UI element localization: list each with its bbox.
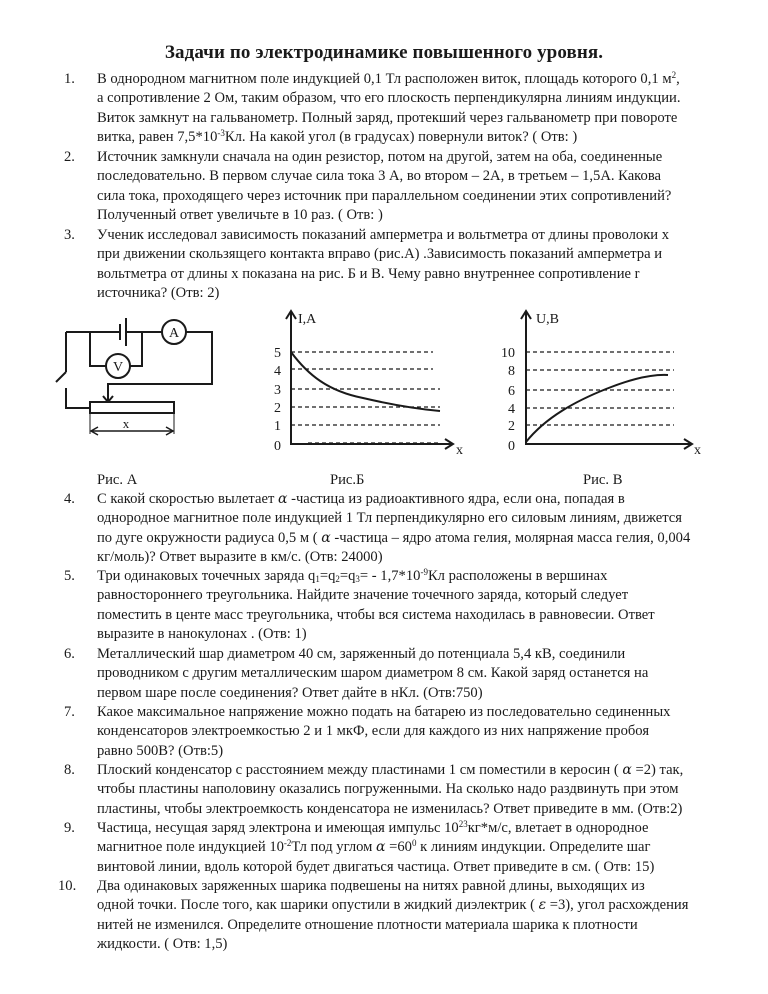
problem-line: однородное магнитное поле индукцией 1 Тл перпендикулярно его силовым линиям, движется xyxy=(97,510,682,527)
problem-line: В однородном магнитном поле индукцией 0,1 Тл расположен виток, площадь которого 0,1 $м^2$, xyxy=(97,70,680,87)
problem-line: одной точки. После того, как шарики опустили в жидкий диэлектрик ( ε =3), угол расхождения xyxy=(97,897,689,914)
problem-6 xyxy=(64,645,734,703)
problem-line: равностороннего треугольника. Найдите значение точечного заряда, который следует xyxy=(97,587,629,604)
problem-7 xyxy=(64,703,734,761)
y-tick: 0 xyxy=(508,439,515,454)
problem-4 xyxy=(64,490,734,567)
page-title: Задачи по электродинамике повышенного уровня. xyxy=(164,42,604,63)
problem-line: конденсаторов электроемкостью 2 и 1 мкФ, если для каждого из них напряжение пробоя xyxy=(97,723,650,740)
problem-line: пластины, чтобы электроемкость конденсатора не изменилась? Ответ приведите в мм. (Отв:2) xyxy=(97,800,683,817)
problem-10 xyxy=(58,877,734,954)
problem-line: Виток замкнут на гальванометр. Полный заряд, протекший через гальванометр при повороте xyxy=(97,109,678,126)
problem-8 xyxy=(64,761,734,819)
problem-line: выразите в нанокулонах . (Отв: 1) xyxy=(97,625,307,642)
voltmeter-label: V xyxy=(112,360,124,375)
problem-number: 10. xyxy=(58,878,77,894)
problem-line: источника? (Отв: 2) xyxy=(97,284,220,301)
figure-caption-b: Рис.Б xyxy=(330,472,365,488)
problem-line: равно 500В? (Отв:5) xyxy=(97,742,224,759)
y-tick: 10 xyxy=(501,346,515,361)
problem-line: при движении скользящего контакта вправо (рис.А) .Зависимость показаний амперметра и xyxy=(97,246,663,263)
problem-line: жидкости. ( Отв: 1,5) xyxy=(97,935,228,952)
alpha-symbol: α xyxy=(277,491,288,507)
problem-line: а сопротивление 2 Ом, таким образом, что его плоскость перпендикулярна линиям индукции. xyxy=(97,90,681,107)
problem-number: 9. xyxy=(64,820,75,836)
problem-line: сила тока, проходящего через источник при параллельном соединении этих сопротивлений? xyxy=(97,187,672,204)
y-tick: 3 xyxy=(274,383,281,398)
problem-line: Металлический шар диаметром 40 см, заряженный до потенциала 5,4 кВ, соединили xyxy=(97,646,626,662)
problem-2 xyxy=(64,148,734,225)
problem-number: 1. xyxy=(64,71,75,87)
problem-line: поместить в центе масс треугольника, чтобы вся система находилась в равновесии. Ответ xyxy=(97,606,655,623)
problem-1 xyxy=(64,70,734,147)
alpha-symbol: α xyxy=(622,762,632,778)
y-tick: 2 xyxy=(508,419,515,434)
problem-line: первом шаре после соединения? Ответ дайте в нКл. (Отв:750) xyxy=(97,684,483,701)
y-tick: 1 xyxy=(274,419,281,434)
problem-line: Частица, несущая заряд электрона и имеющая импульс $10^{23}кг*м/с$, влетает в однородное xyxy=(97,819,649,836)
problem-number: 6. xyxy=(64,646,75,662)
problem-line: Ученик исследовал зависимость показаний амперметра и вольтметра от длины проволоки х xyxy=(97,227,670,243)
y-tick: 4 xyxy=(274,364,281,379)
problem-line: Два одинаковых заряженных шарика подвешены на нитях равной длины, выходящих из xyxy=(97,878,645,894)
problem-line: Плоский конденсатор с расстоянием между пластинами 1 см поместили в керосин ( α =2) так, xyxy=(97,762,684,778)
problem-number: 8. xyxy=(64,762,75,778)
problem-line: Полученный ответ увеличьте в 10 раз. ( Отв: ) xyxy=(97,206,383,223)
problem-line: последовательно. В первом случае сила тока 3 А, во втором – 2А, в третьем – 1,5А. Какова xyxy=(97,168,661,185)
y-axis-label: I,A xyxy=(298,312,317,327)
problem-line: винтовой линии, вдоль которой будет двигаться частица. Ответ приведите в см. ( Отв: 15) xyxy=(97,858,655,875)
problem-line: нитей не изменился. Определите отношение плотности материала шарика к плотности xyxy=(97,916,638,933)
problem-number: 3. xyxy=(64,227,75,243)
current-graph xyxy=(268,305,468,455)
y-tick: 8 xyxy=(508,364,515,379)
figure-caption-c: Рис. В xyxy=(583,472,623,488)
problem-5 xyxy=(64,567,734,644)
x-axis-label: x xyxy=(694,443,701,455)
y-tick: 2 xyxy=(274,401,281,416)
x-axis-label: x xyxy=(456,443,463,455)
alpha-symbol: α xyxy=(376,839,386,856)
alpha-symbol: α xyxy=(321,529,331,546)
problem-line: витка, равен $7,5*10^{-3}Кл$. На какой угол (в градусах) повернули виток? ( Отв: ) xyxy=(97,127,578,145)
y-tick: 0 xyxy=(274,439,281,454)
problem-number: 5. xyxy=(64,568,75,584)
y-axis-label: U,B xyxy=(536,312,559,327)
ammeter-label: A xyxy=(168,326,180,341)
voltage-graph xyxy=(496,305,706,455)
problem-line: Три одинаковых точечных заряда $q_1=q_2=q_3= - 1,7*10^{-9}Кл$ расположены в вершинах xyxy=(97,567,608,584)
y-tick: 6 xyxy=(508,384,515,399)
problem-number: 4. xyxy=(64,491,75,507)
problem-line: Источник замкнули сначала на один резистор, потом на другой, затем на оба, соединенные xyxy=(97,149,663,165)
problem-line: по дуге окружности радиуса 0,5 м ( α -частица – ядро атома гелия, молярная масса гелия, 0,004 xyxy=(97,529,691,546)
problem-number: 2. xyxy=(64,149,75,165)
epsilon-symbol: ε xyxy=(538,897,547,914)
figure-caption-a: Рис. А xyxy=(97,472,138,488)
y-tick: 4 xyxy=(508,402,515,417)
problem-9 xyxy=(64,819,734,877)
problem-line: магнитное поле индукцией $10^{-2}Тл$ под углом $\alpha =60^0$ к линиям индукции. Определите шаг xyxy=(97,838,651,856)
problem-line: Какое максимальное напряжение можно подать на батарею из последовательно сединенных xyxy=(97,704,671,720)
circuit-diagram xyxy=(40,310,230,440)
problem-number: 7. xyxy=(64,704,75,720)
length-label: x xyxy=(122,416,130,431)
problem-line: С какой скоростью вылетает α -частица из радиоактивного ядра, если она, попадая в xyxy=(97,491,625,507)
problem-line: кг/моль)? Ответ выразите в км/с. (Отв: 24000) xyxy=(97,548,383,565)
problem-line: чтобы пластины наполовину оказались погруженными. На сколько надо раздвинуть при этом xyxy=(97,781,679,798)
problem-line: проводником с другим металлическим шаром диаметром 8 см. Какой заряд останется на xyxy=(97,665,649,682)
problem-3 xyxy=(64,226,734,303)
problem-line: вольтметра от длины х показана на рис. Б и В. Чему равно внутреннее сопротивление r xyxy=(97,265,640,282)
y-tick: 5 xyxy=(274,346,281,361)
